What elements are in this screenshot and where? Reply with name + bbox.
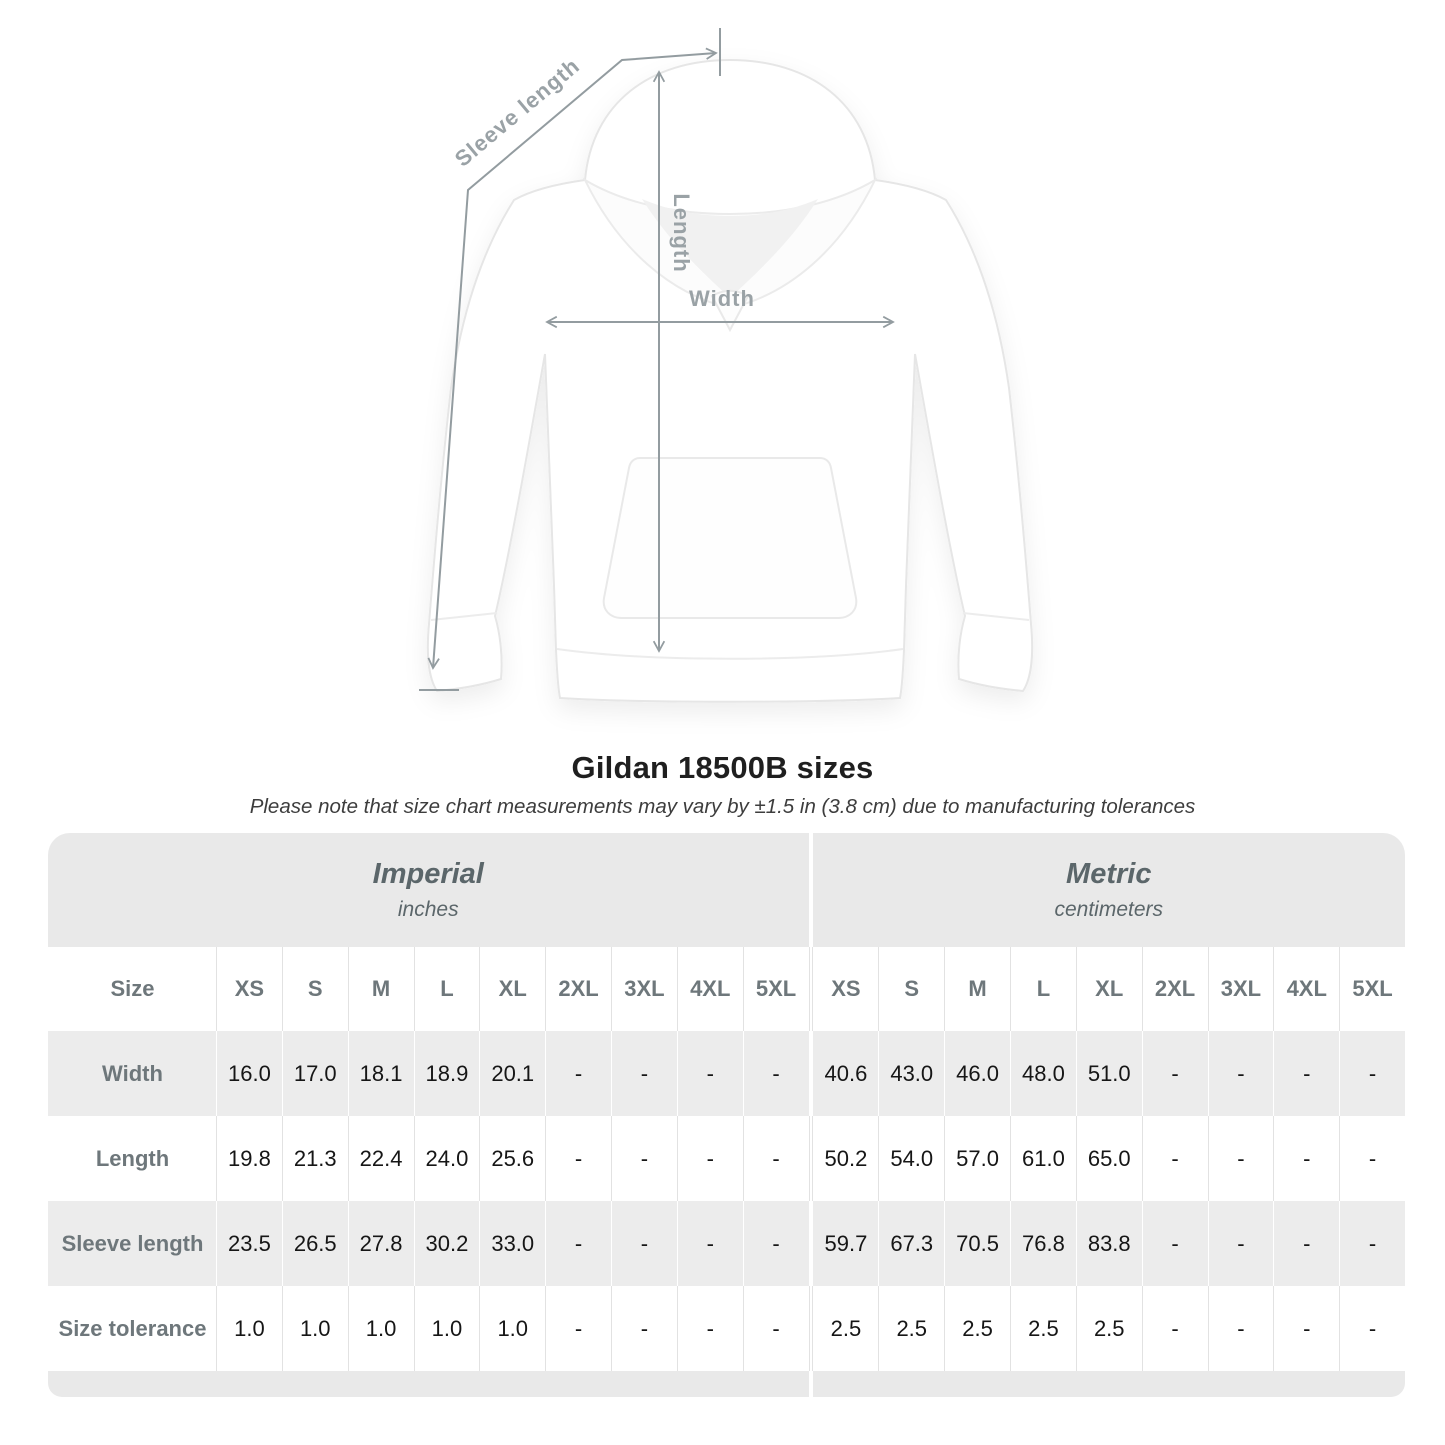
size-header-cell: XL xyxy=(1076,947,1142,1031)
value-cell: 57.0 xyxy=(944,1116,1010,1201)
value-cell: 51.0 xyxy=(1076,1031,1142,1116)
value-cell: - xyxy=(1273,1201,1339,1286)
size-header-cell: 4XL xyxy=(1273,947,1339,1031)
value-cell: - xyxy=(1339,1201,1405,1286)
value-cell: - xyxy=(1142,1116,1208,1201)
value-cell: - xyxy=(1142,1031,1208,1116)
value-cell: - xyxy=(1208,1116,1274,1201)
table-heading xyxy=(0,750,1445,819)
value-cell: 18.1 xyxy=(348,1031,414,1116)
group-divider xyxy=(809,833,813,947)
size-header-cell: 2XL xyxy=(1142,947,1208,1031)
value-cell: 43.0 xyxy=(878,1031,944,1116)
value-cell: 25.6 xyxy=(479,1116,545,1201)
table-footer xyxy=(813,1371,1406,1397)
value-cell: 1.0 xyxy=(216,1286,282,1371)
row-label: Width xyxy=(48,1031,216,1116)
value-cell: - xyxy=(1273,1286,1339,1371)
value-cell: 2.5 xyxy=(1076,1286,1142,1371)
value-cell: - xyxy=(743,1116,809,1201)
value-cell: 50.2 xyxy=(813,1116,879,1201)
value-cell: - xyxy=(545,1286,611,1371)
value-cell: - xyxy=(611,1286,677,1371)
value-cell: 59.7 xyxy=(813,1201,879,1286)
value-cell: 61.0 xyxy=(1010,1116,1076,1201)
size-header-cell: M xyxy=(348,947,414,1031)
value-cell: - xyxy=(1339,1116,1405,1201)
size-header-cell: L xyxy=(1010,947,1076,1031)
sleeve-length-arrow-label: Sleeve length xyxy=(449,52,585,172)
metric-group-unit: centimeters xyxy=(1054,898,1164,921)
value-cell: 17.0 xyxy=(282,1031,348,1116)
kangaroo-pocket xyxy=(604,458,857,618)
value-cell: 83.8 xyxy=(1076,1201,1142,1286)
value-cell: 70.5 xyxy=(944,1201,1010,1286)
value-cell: 18.9 xyxy=(414,1031,480,1116)
value-cell: 46.0 xyxy=(944,1031,1010,1116)
group-divider xyxy=(809,1371,813,1397)
value-cell: 23.5 xyxy=(216,1201,282,1286)
value-cell: - xyxy=(611,1031,677,1116)
value-cell: 54.0 xyxy=(878,1116,944,1201)
value-cell: - xyxy=(1208,1031,1274,1116)
imperial-group-unit: inches xyxy=(397,898,459,921)
imperial-group-label: Imperial xyxy=(372,858,484,890)
value-cell: 19.8 xyxy=(216,1116,282,1201)
value-cell: 1.0 xyxy=(282,1286,348,1371)
size-header-cell: 2XL xyxy=(545,947,611,1031)
size-header-cell: S xyxy=(878,947,944,1031)
metric-group-label: Metric xyxy=(1066,858,1152,890)
size-header-cell: XS xyxy=(813,947,879,1031)
value-cell: 1.0 xyxy=(479,1286,545,1371)
value-cell: 27.8 xyxy=(348,1201,414,1286)
value-cell: - xyxy=(677,1116,743,1201)
table-footer xyxy=(48,1371,809,1397)
size-header-cell: L xyxy=(414,947,480,1031)
hoodie-illustration xyxy=(428,60,1032,702)
value-cell: - xyxy=(1142,1286,1208,1371)
value-cell: 33.0 xyxy=(479,1201,545,1286)
size-header-cell: XS xyxy=(216,947,282,1031)
value-cell: - xyxy=(545,1031,611,1116)
value-cell: - xyxy=(743,1031,809,1116)
value-cell: - xyxy=(1339,1286,1405,1371)
size-header-cell: 3XL xyxy=(1208,947,1274,1031)
value-cell: 2.5 xyxy=(813,1286,879,1371)
value-cell: - xyxy=(1339,1031,1405,1116)
row-label: Length xyxy=(48,1116,216,1201)
size-header-cell: 4XL xyxy=(677,947,743,1031)
page-title: Gildan 18500B sizes xyxy=(571,750,874,785)
row-label: Sleeve length xyxy=(48,1201,216,1286)
metric-group-header xyxy=(813,833,1406,947)
value-cell: - xyxy=(611,1201,677,1286)
value-cell: - xyxy=(1142,1201,1208,1286)
size-header-cell: S xyxy=(282,947,348,1031)
value-cell: - xyxy=(611,1116,677,1201)
size-header-cell: 3XL xyxy=(611,947,677,1031)
value-cell: 30.2 xyxy=(414,1201,480,1286)
value-cell: - xyxy=(545,1116,611,1201)
value-cell: - xyxy=(1208,1286,1274,1371)
value-cell: - xyxy=(677,1286,743,1371)
size-header-cell: 5XL xyxy=(1339,947,1405,1031)
size-column-label: Size xyxy=(48,947,216,1031)
length-arrow-label: Length xyxy=(669,193,694,273)
value-cell: 21.3 xyxy=(282,1116,348,1201)
value-cell: - xyxy=(677,1201,743,1286)
width-arrow-label: Width xyxy=(689,286,755,311)
value-cell: 24.0 xyxy=(414,1116,480,1201)
value-cell: - xyxy=(1273,1116,1339,1201)
value-cell: - xyxy=(677,1031,743,1116)
value-cell: - xyxy=(743,1286,809,1371)
imperial-group-header xyxy=(48,833,809,947)
value-cell: 26.5 xyxy=(282,1201,348,1286)
size-header-cell: XL xyxy=(479,947,545,1031)
value-cell: 20.1 xyxy=(479,1031,545,1116)
size-table xyxy=(48,833,1405,1397)
value-cell: 16.0 xyxy=(216,1031,282,1116)
value-cell: 48.0 xyxy=(1010,1031,1076,1116)
value-cell: 2.5 xyxy=(878,1286,944,1371)
value-cell: - xyxy=(743,1201,809,1286)
size-header-cell: M xyxy=(944,947,1010,1031)
value-cell: 65.0 xyxy=(1076,1116,1142,1201)
tolerance-note: Please note that size chart measurements may vary by ±1.5 in (3.8 cm) due to manufacturing tolerances xyxy=(249,795,1196,818)
value-cell: 2.5 xyxy=(944,1286,1010,1371)
value-cell: - xyxy=(545,1201,611,1286)
value-cell: 22.4 xyxy=(348,1116,414,1201)
value-cell: 2.5 xyxy=(1010,1286,1076,1371)
size-header-cell: 5XL xyxy=(743,947,809,1031)
value-cell: 76.8 xyxy=(1010,1201,1076,1286)
value-cell: 40.6 xyxy=(813,1031,879,1116)
value-cell: 1.0 xyxy=(348,1286,414,1371)
value-cell: 67.3 xyxy=(878,1201,944,1286)
value-cell: 1.0 xyxy=(414,1286,480,1371)
value-cell: - xyxy=(1208,1201,1274,1286)
row-label: Size tolerance xyxy=(48,1286,216,1371)
value-cell: - xyxy=(1273,1031,1339,1116)
